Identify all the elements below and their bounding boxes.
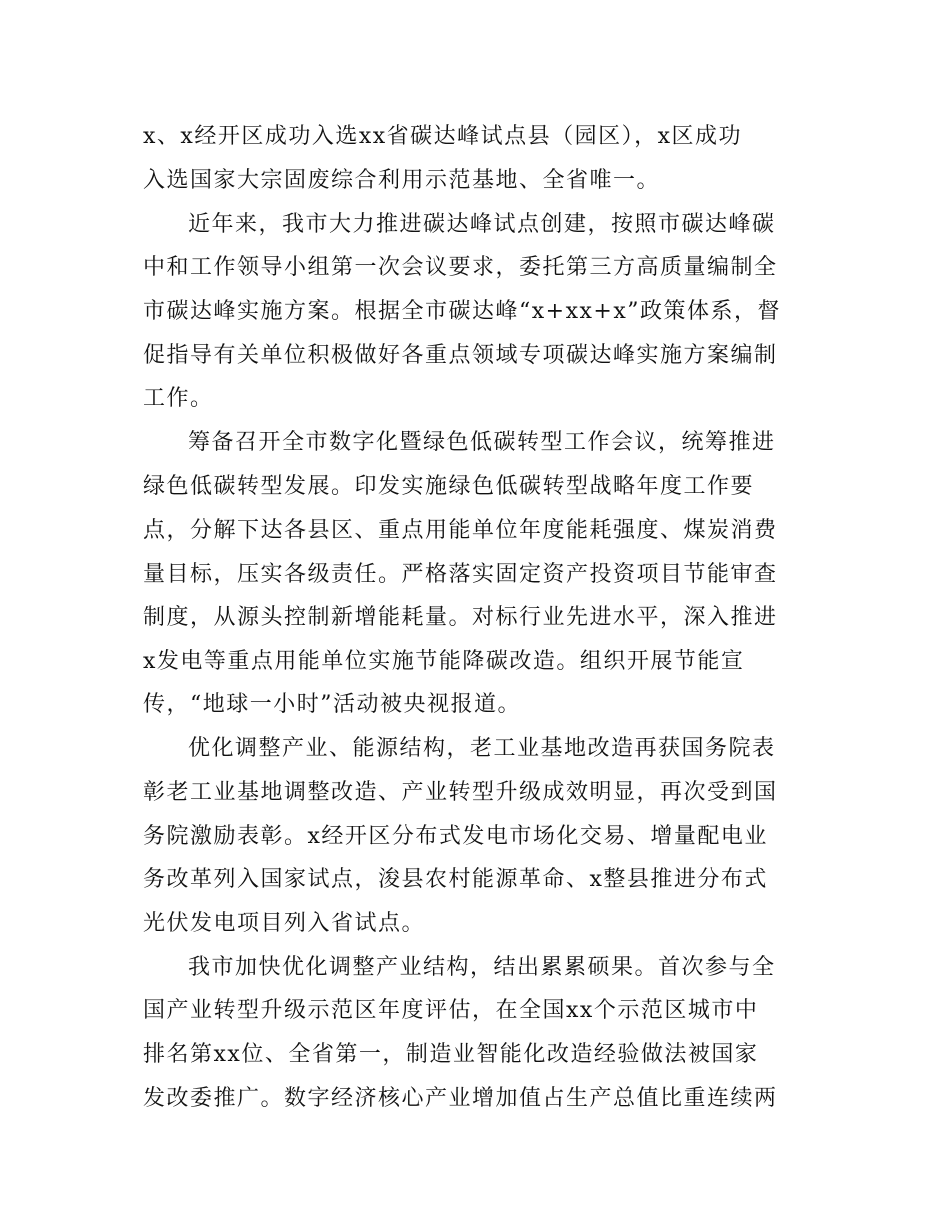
text-line: 市碳达峰实施方案。根据全市碳达峰“x+xx+x”政策体系，督 (143, 299, 781, 324)
text-line: 促指导有关单位积极做好各重点领域专项碳达峰实施方案编制 (143, 343, 778, 368)
text-line: 入选国家大宗固废综合利用示范基地、全省唯一。 (143, 168, 661, 193)
text-line: 发改委推广。数字经济核心产业增加值占生产总值比重连续两 (143, 1086, 778, 1111)
text-line: 量目标，压实各级责任。严格落实固定资产投资项目节能审查 (143, 562, 778, 587)
text-line: 绿色低碳转型发展。印发实施绿色低碳转型战略年度工作要 (143, 474, 755, 499)
text-line: 务院激励表彰。x经开区分布式发电市场化交易、增量配电业 (143, 824, 768, 849)
text-line: 务改革列入国家试点，浚县农村能源革命、x整县推进分布式 (143, 867, 768, 892)
text-line: 工作。 (143, 386, 214, 411)
text-line: 国产业转型升级示范区年度评估，在全国xx个示范区城市中 (143, 998, 759, 1023)
text-line: x发电等重点用能单位实施节能降碳改造。组织开展节能宣 (143, 649, 745, 674)
text-line: 彰老工业基地调整改造、产业转型升级成效明显，再次受到国 (143, 780, 778, 805)
text-line: 我市加快优化调整产业结构，结出累累硕果。首次参与全 (188, 955, 776, 980)
text-line: 制度，从源头控制新增能耗量。对标行业先进水平，深入推进 (143, 605, 778, 630)
text-line: 排名第xx位、全省第一，制造业智能化改造经验做法被国家 (143, 1042, 759, 1067)
text-line: 中和工作领导小组第一次会议要求，委托第三方高质量编制全 (143, 255, 778, 280)
text-line: 近年来，我市大力推进碳达峰试点创建，按照市碳达峰碳 (188, 212, 776, 237)
text-line: 筹备召开全市数字化暨绿色低碳转型工作会议，统筹推进 (188, 430, 776, 455)
text-line: x、x经开区成功入选xx省碳达峰试点县（园区），x区成功 (143, 124, 743, 149)
text-line: 优化调整产业、能源结构，老工业基地改造再获国务院表 (188, 736, 776, 761)
text-line: 光伏发电项目列入省试点。 (143, 911, 426, 936)
text-line: 传，“地球一小时”活动被央视报道。 (143, 692, 521, 717)
text-line: 点，分解下达各县区、重点用能单位年度能耗强度、煤炭消费 (143, 518, 778, 543)
